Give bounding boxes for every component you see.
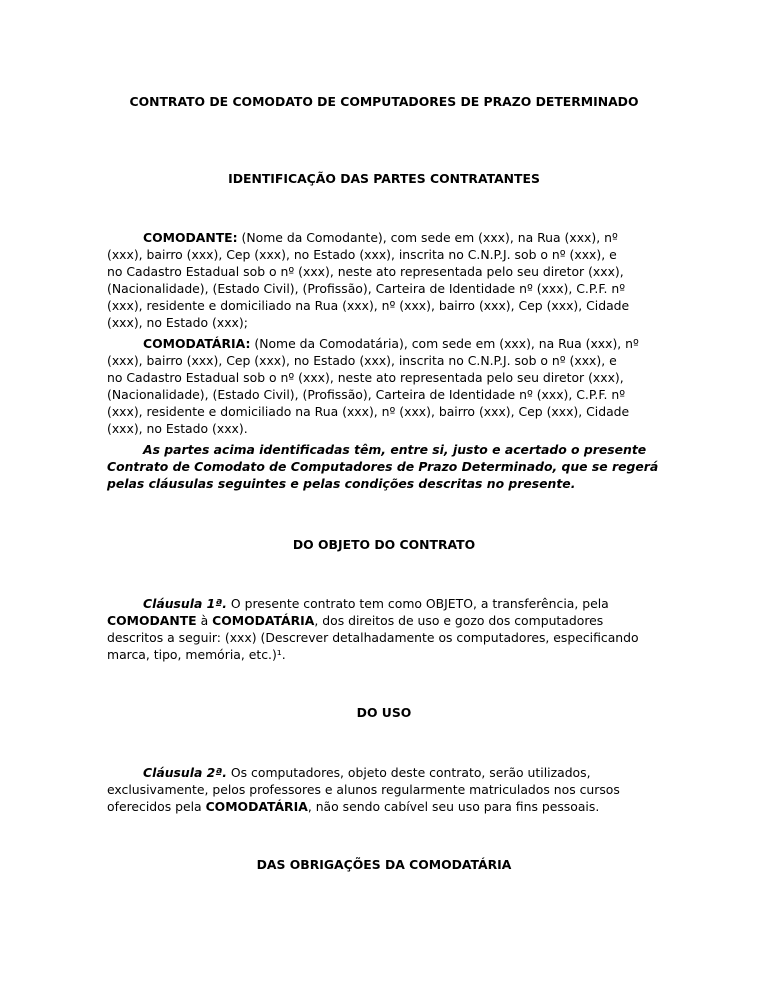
comodante-label: COMODANTE: (143, 230, 238, 245)
comodataria-label: COMODATÁRIA: (143, 336, 251, 351)
section-heading-identification: IDENTIFICAÇÃO DAS PARTES CONTRATANTES (228, 171, 540, 186)
document-title: CONTRATO DE COMODATO DE COMPUTADORES DE PRAZO DETERMINADO (129, 94, 639, 109)
section-heading-object: DO OBJETO DO CONTRATO (292, 537, 476, 552)
paragraph-agreement: As partes acima identificadas têm, entre si, justo e acertado o presente Contrato de Comodato de Computadores de Prazo Determinado, que se regerá pelas cláusulas seguintes e pelas condições descritas no presente. (107, 442, 659, 491)
paragraph-clause-2: Cláusula 2ª. Os computadores, objeto deste contrato, serão utilizados, exclusivamente, pelos professores e alunos regularmente matriculados nos cursos oferecidos pela COMODATÁRIA, não sendo cabível seu uso para fins pessoais. (107, 765, 620, 814)
section-heading-obligations: DAS OBRIGAÇÕES DA COMODATÁRIA (256, 857, 512, 872)
section-heading-use: DO USO (356, 705, 412, 720)
paragraph-comodante: COMODANTE: (Nome da Comodante), com sede em (xxx), na Rua (xxx), nº (xxx), bairro (xxx), Cep (xxx), no Estado (xxx), inscrita no C.N.P.J. sob o nº (xxx), e no Cadastro Estadual sob o nº (xxx), neste ato representada pelo seu diretor (xxx), (Nacionalidade), (Estado Civil), (Profissão), Carteira de Identidade nº (xxx), C.P.F. nº (xxx), residente e domiciliado na Rua (xxx), nº (xxx), bairro (xxx), Cep (xxx), Cidade (xxx), no Estado (xxx); (107, 230, 630, 330)
paragraph-comodataria: COMODATÁRIA: (Nome da Comodatária), com sede em (xxx), na Rua (xxx), nº (xxx), bairro (xxx), Cep (xxx), no Estado (xxx), inscrita no C.N.P.J. sob o nº (xxx), e no Cadastro Estadual sob o nº (xxx), neste ato representada pelo seu diretor (xxx), (Nacionalidade), (Estado Civil), (Profissão), Carteira de Identidade nº (xxx), C.P.F. nº (xxx), residente e domiciliado na Rua (xxx), nº (xxx), bairro (xxx), Cep (xxx), Cidade (xxx), no Estado (xxx). (107, 336, 639, 436)
paragraph-clause-1: Cláusula 1ª. O presente contrato tem como OBJETO, a transferência, pela COMODANTE à COMODATÁRIA, dos direitos de uso e gozo dos computadores descritos a seguir: (xxx) (Descrever detalhadamente os computadores, especificando marca, tipo, memória, etc.)¹. (107, 596, 639, 662)
clause-2-label: Cláusula 2ª. (143, 765, 227, 780)
clause-1-label: Cláusula 1ª. (143, 596, 227, 611)
